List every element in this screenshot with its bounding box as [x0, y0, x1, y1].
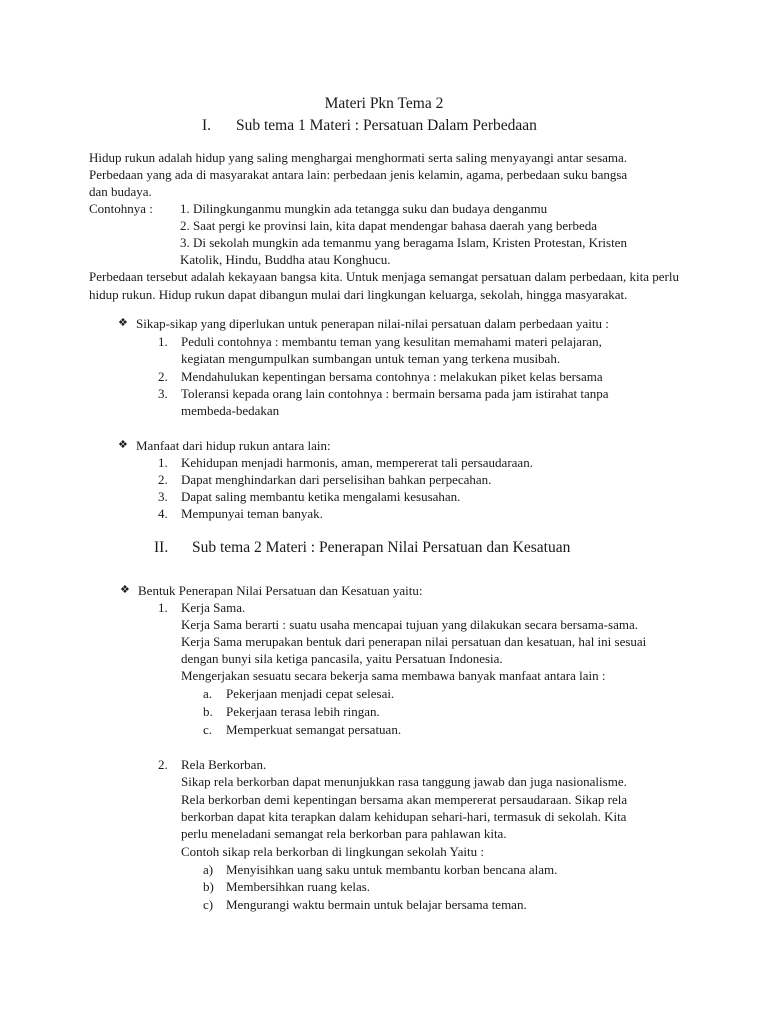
- contoh-label: Contohnya :: [89, 201, 153, 216]
- kerja-sama-line: dengan bunyi sila ketiga pancasila, yaitu Persatuan Indonesia.: [181, 651, 503, 666]
- sub-list-item: Pekerjaan menjadi cepat selesai.: [226, 686, 395, 701]
- list-item-cont: kegiatan mengumpulkan sumbangan untuk teman yang terkena musibah.: [181, 351, 561, 366]
- sub-list-letter: b.: [203, 704, 213, 719]
- sub-list-item: Pekerjaan terasa lebih ringan.: [226, 704, 380, 719]
- sub-list-item: Memperkuat semangat persatuan.: [226, 722, 402, 737]
- intro-line-1: Hidup rukun adalah hidup yang saling menghargai menghormati serta saling menyayangi antar sesama.: [89, 150, 628, 165]
- sub-list-letter: b): [203, 879, 214, 894]
- sub-list-letter: a.: [203, 686, 213, 701]
- rela-berkorban-line: berkorban dapat kita terapkan dalam kehidupan sehari-hari, termasuk di sekolah. Kita: [181, 809, 627, 824]
- rela-berkorban-line: Sikap rela berkorban dapat menunjukkan rasa tanggung jawab dan juga nasionalisme.: [181, 774, 627, 789]
- bullet-2-text: Manfaat dari hidup rukun antara lain:: [136, 438, 331, 453]
- kerja-sama-heading: Kerja Sama.: [181, 600, 246, 615]
- list-number: 2.: [158, 757, 168, 772]
- list-item: Mendahulukan kepentingan bersama contohnya : melakukan piket kelas bersama: [181, 369, 603, 384]
- list-item: Kehidupan menjadi harmonis, aman, mempererat tali persaudaraan.: [181, 455, 533, 470]
- sub-list-letter: a): [203, 862, 214, 877]
- list-number: 1.: [158, 455, 168, 470]
- list-number: 1.: [158, 334, 168, 349]
- list-item: Dapat saling membantu ketika mengalami kesusahan.: [181, 489, 461, 504]
- diamond-bullet-icon: ❖: [118, 317, 128, 329]
- contoh-item-1: 1. Dilingkunganmu mungkin ada tetangga suku dan budaya denganmu: [180, 201, 548, 216]
- intro-line-2: Perbedaan yang ada di masyarakat antara lain: perbedaan jenis kelamin, agama, perbedaan suku bangsa: [89, 167, 628, 182]
- list-number: 3.: [158, 386, 168, 401]
- contoh-item-3-cont: Katolik, Hindu, Buddha atau Konghucu.: [180, 252, 391, 267]
- contoh-item-2: 2. Saat pergi ke provinsi lain, kita dapat mendengar bahasa daerah yang berbeda: [180, 218, 598, 233]
- rela-berkorban-line: Contoh sikap rela berkorban di lingkungan sekolah Yaitu :: [181, 844, 484, 859]
- section-2-roman: II.: [154, 539, 169, 556]
- intro-line-3: dan budaya.: [89, 184, 152, 199]
- kerja-sama-line: Kerja Sama berarti : suatu usaha mencapai tujuan yang dilakukan secara bersama-sama.: [181, 617, 638, 632]
- contoh-item-3: 3. Di sekolah mungkin ada temanmu yang beragama Islam, Kristen Protestan, Kristen: [180, 235, 627, 250]
- section-2-bullet-text: Bentuk Penerapan Nilai Persatuan dan Kesatuan yaitu:: [138, 583, 423, 598]
- document-title: Materi Pkn Tema 2: [324, 95, 444, 112]
- kerja-sama-line: Mengerjakan sesuatu secara bekerja sama membawa banyak manfaat antara lain :: [181, 668, 606, 683]
- list-item: Toleransi kepada orang lain contohnya : bermain bersama pada jam istirahat tanpa: [181, 386, 609, 401]
- sub-list-item: Menyisihkan uang saku untuk membantu korban bencana alam.: [226, 862, 558, 877]
- sub-list-letter: c): [203, 897, 214, 912]
- diamond-bullet-icon: ❖: [118, 439, 128, 451]
- list-item-cont: membeda-bedakan: [181, 403, 280, 418]
- sub-list-item: Mengurangi waktu bermain untuk belajar bersama teman.: [226, 897, 527, 912]
- paragraph-perbedaan: Perbedaan tersebut adalah kekayaan bangsa kita. Untuk menjaga semangat persatuan dalam perbedaan, kita perlu hidup rukun. Hidup rukun dapat dibangun mulai dari lingkungan keluarga, sekolah, hingga masyarakat.: [89, 269, 679, 302]
- section-1-heading-text: Sub tema 1 Materi : Persatuan Dalam Perbedaan: [236, 117, 537, 134]
- list-item: Dapat menghindarkan dari perselisihan bahkan perpecahan.: [181, 472, 492, 487]
- rela-berkorban-line: perlu meneladani semangat rela berkorban para pahlawan kita.: [181, 826, 507, 841]
- section-2-heading-text: Sub tema 2 Materi : Penerapan Nilai Persatuan dan Kesatuan: [192, 539, 571, 556]
- list-item: Peduli contohnya : membantu teman yang kesulitan memahami materi pelajaran,: [181, 334, 602, 349]
- list-item: Mempunyai teman banyak.: [181, 506, 323, 521]
- section-1-roman: I.: [202, 117, 212, 134]
- rela-berkorban-heading: Rela Berkorban.: [181, 757, 267, 772]
- diamond-bullet-icon: ❖: [120, 584, 130, 596]
- bullet-1-text: Sikap-sikap yang diperlukan untuk penerapan nilai-nilai persatuan dalam perbedaan yaitu :: [136, 316, 609, 331]
- kerja-sama-line: Kerja Sama merupakan bentuk dari penerapan nilai persatuan dan kesatuan, hal ini sesuai: [181, 634, 647, 649]
- sub-list-item: Membersihkan ruang kelas.: [226, 879, 371, 894]
- list-number: 1.: [158, 600, 168, 615]
- list-number: 2.: [158, 472, 168, 487]
- list-number: 4.: [158, 506, 168, 521]
- rela-berkorban-line: Rela berkorban demi kepentingan bersama akan mempererat persaudaraan. Sikap rela: [181, 792, 628, 807]
- list-number: 3.: [158, 489, 168, 504]
- sub-list-letter: c.: [203, 722, 213, 737]
- list-number: 2.: [158, 369, 168, 384]
